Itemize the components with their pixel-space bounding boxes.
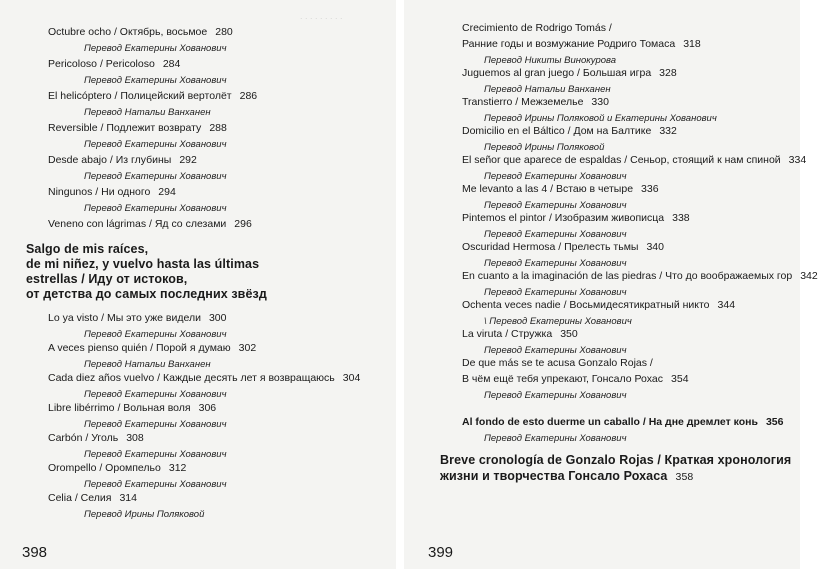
entry-translator: Перевод Никиты Винокурова [484, 55, 617, 66]
entry-title-text: Cada diez años vuelvo / Каждые десять лет я возвращаюсь [48, 372, 335, 384]
entry-title-text: Octubre ocho / Октябрь, восьмое [48, 26, 208, 38]
toc-entry-title: De que más se te acusa Gonzalo Rojas / [462, 357, 653, 369]
entry-page-number: 284 [162, 58, 181, 70]
toc-entry-title [462, 299, 735, 312]
toc-entry-title [462, 67, 677, 80]
toc-entry-title [462, 270, 818, 283]
entry-title-text: Ningunos / Ни одного [48, 186, 151, 198]
toc-entry-title [48, 90, 257, 103]
entry-translator: Перевод Натальи Ванханен [84, 359, 211, 370]
entry-title-text: Carbón / Уголь [48, 432, 119, 444]
toc-entry-title [462, 154, 806, 167]
entry-title-text: Veneno con lágrimas / Яд со слезами [48, 218, 227, 230]
right-page [404, 0, 818, 569]
entry-title-text: Libre libérrimo / Вольная воля [48, 402, 191, 414]
entry-title-text: В чём ещё тебя упрекают, Гонсало Рохас [462, 373, 664, 385]
entry-translator: Перевод Ирины Поляковой [84, 509, 205, 520]
entry-title-text: A veces pienso quién / Порой я думаю [48, 342, 231, 354]
entry-title-text: El señor que aparece de espaldas / Сеньор, стоящий к нам спиной [462, 154, 781, 166]
entry-title-text: Ранние годы и возмужание Родриго Томаса [462, 38, 676, 50]
entry-translator: Перевод Екатерины Хованович [84, 479, 227, 490]
entry-page-number: 336 [641, 183, 659, 195]
toc-entry-title [48, 432, 144, 445]
entry-translator: Перевод Ирины Поляковой и Екатерины Хованович [484, 113, 717, 124]
entry-title-text: Pintemos el pintor / Изобразим живописца [462, 212, 665, 224]
toc-entry-title [462, 96, 609, 109]
entry-title-text: Desde abajo / Из глубины [48, 154, 172, 166]
entry-translator: Перевод Екатерины Хованович [484, 171, 627, 182]
section-heading-line: estrellas / Иду от истоков, [26, 272, 188, 286]
right-toc [404, 0, 818, 569]
entry-title-text: Domicilio en el Báltico / Дом на Балтике [462, 125, 652, 137]
entry-translator: Перевод Натальи Ванханен [484, 84, 611, 95]
entry-page-number: 332 [659, 125, 677, 137]
entry-page-number: 330 [591, 96, 609, 108]
entry-translator: Перевод Екатерины Хованович [484, 345, 627, 356]
entry-title-text: En cuanto a la imaginación de las piedras / Что до воображаемых гор [462, 270, 793, 282]
left-page [0, 0, 396, 569]
right-page-number: 399 [428, 544, 454, 561]
book-gutter [396, 0, 404, 569]
entry-title-text: Transtierro / Межземелье [462, 96, 584, 108]
entry-page-number: 356 [765, 416, 784, 428]
entry-translator: Перевод Екатерины Хованович [484, 390, 627, 401]
toc-entry-title [48, 342, 256, 355]
entry-page-number: 306 [198, 402, 217, 414]
entry-page-number: 312 [168, 462, 187, 474]
toc-entry-title: Crecimiento de Rodrigo Tomás / [462, 22, 612, 34]
entry-page-number: 334 [788, 154, 807, 166]
entry-page-number: 328 [659, 67, 677, 79]
entry-page-number: 318 [683, 38, 701, 50]
entry-translator: Перевод Екатерины Хованович [484, 229, 627, 240]
toc-entry-title [462, 183, 659, 196]
toc-entry-title [48, 154, 197, 167]
entry-translator: Перевод Екатерины Хованович [484, 258, 627, 269]
toc-entry-title [48, 492, 137, 505]
entry-title-text: Lo ya visto / Мы это уже видели [48, 312, 201, 324]
toc-entry-title [462, 241, 664, 254]
section-heading-line: Salgo de mis raíces, [26, 242, 149, 256]
entry-title-text: La viruta / Стружка [462, 328, 553, 340]
entry-page-number: 296 [234, 218, 252, 230]
entry-page-number: 304 [342, 372, 361, 384]
toc-entry-title [462, 38, 701, 51]
entry-title-text: Juguemos al gran juego / Большая игра [462, 67, 652, 79]
entry-page-number: 338 [672, 212, 690, 224]
toc-entry-title [48, 402, 216, 415]
entry-page-number: 314 [119, 492, 137, 504]
toc-entry-title [48, 58, 180, 71]
entry-title-text: Pericoloso / Pericoloso [48, 58, 155, 70]
toc-entry-title [48, 122, 227, 135]
entry-translator: Перевод Екатерины Хованович [84, 449, 227, 460]
section-heading-line: от детства до самых последних звёзд [26, 287, 267, 301]
entry-page-number: 344 [717, 299, 736, 311]
entry-page-number: 308 [126, 432, 144, 444]
final-heading-line: Breve cronología de Gonzalo Rojas / Краткая хронология [440, 453, 792, 467]
toc-entry-title [48, 462, 186, 475]
entry-title-text: Oscuridad Hermosa / Прелесть тьмы [462, 241, 639, 253]
entry-page-number: 302 [238, 342, 257, 354]
toc-entry-title [48, 372, 360, 385]
entry-page-number: 286 [239, 90, 258, 102]
entry-title-text: El helicóptero / Полицейский вертолёт [48, 90, 232, 102]
entry-translator: Перевод Натальи Ванханен [84, 107, 211, 118]
entry-title-text: Celia / Селия [48, 492, 112, 504]
entry-translator: Перевод Ирины Поляковой [484, 142, 605, 153]
final-heading-line: жизни и творчества Гонсало Рохаса 358 [440, 469, 694, 483]
entry-page-number: 294 [158, 186, 176, 198]
entry-page-number: 342 [800, 270, 818, 282]
toc-entry-title [462, 416, 784, 429]
toc-entry-title [462, 212, 690, 225]
toc-entry-title [462, 373, 689, 386]
entry-title-text: Orompello / Оромпельо [48, 462, 161, 474]
entry-page-number: 340 [646, 241, 664, 253]
toc-entry-title [48, 186, 176, 199]
left-toc [0, 0, 396, 569]
entry-translator: Перевод Екатерины Хованович [84, 389, 227, 400]
entry-translator: Перевод Екатерины Хованович [484, 433, 627, 444]
section-heading-line: de mi niñez, y vuelvo hasta las últimas [26, 257, 260, 271]
left-bleed-through: . . . . . . . . . [300, 11, 343, 21]
entry-title-text: Reversible / Подлежит возврату [48, 122, 202, 134]
entry-page-number: 288 [209, 122, 227, 134]
entry-page-number: 350 [560, 328, 578, 340]
entry-translator: Перевод Екатерины Хованович [84, 171, 227, 182]
entry-translator: Перевод Екатерины Хованович [484, 200, 627, 211]
entry-translator: \ Перевод Екатерины Хованович [484, 316, 632, 327]
entry-translator: Перевод Екатерины Хованович [84, 329, 227, 340]
entry-title-text: Ochenta veces nadie / Восьмидесятикратный никто [462, 299, 710, 311]
entry-translator: Перевод Екатерины Хованович [84, 203, 227, 214]
entry-page-number: 292 [179, 154, 197, 166]
entry-page-number: 354 [671, 373, 689, 385]
entry-title-text: Me levanto a las 4 / Встаю в четыре [462, 183, 634, 195]
toc-entry-title [48, 312, 226, 325]
toc-entry-title [48, 218, 252, 231]
toc-entry-title [462, 125, 677, 138]
entry-translator: Перевод Екатерины Хованович [484, 287, 627, 298]
entry-title-text: Al fondo de esto duerme un caballo / На дне дремлет конь [462, 416, 758, 428]
entry-translator: Перевод Екатерины Хованович [84, 419, 227, 430]
toc-entry-title [462, 328, 578, 341]
toc-entry-title [48, 26, 233, 39]
entry-page-number: 280 [215, 26, 233, 38]
entry-translator: Перевод Екатерины Хованович [84, 139, 227, 150]
entry-translator: Перевод Екатерины Хованович [84, 43, 227, 54]
left-page-number: 398 [22, 544, 48, 561]
entry-translator: Перевод Екатерины Хованович [84, 75, 227, 86]
entry-page-number: 300 [208, 312, 227, 324]
final-page-number: 358 [675, 471, 694, 483]
